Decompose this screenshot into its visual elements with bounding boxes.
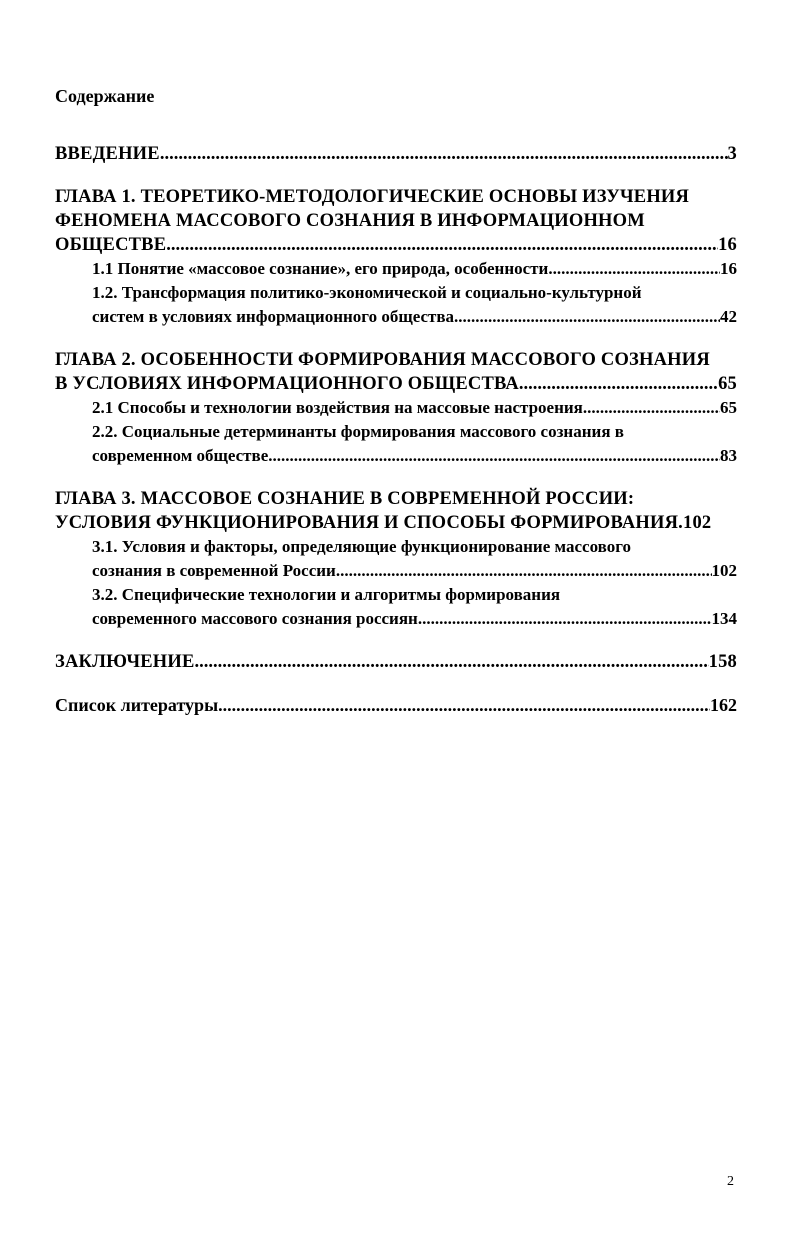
toc-chapter-2-line-1[interactable]: ГЛАВА 2. ОСОБЕННОСТИ ФОРМИРОВАНИЯ МАССОВОГО СОЗНАНИЯ	[55, 350, 710, 370]
leader-dots	[548, 257, 720, 281]
toc-section-3-2-line-2[interactable]	[55, 607, 737, 631]
toc-page-number: 3	[727, 144, 737, 164]
toc-section-2-1[interactable]	[55, 396, 737, 420]
leader-dots	[519, 372, 718, 396]
toc-entry-label: современном обществе	[92, 446, 269, 465]
toc-page-number: 102	[711, 561, 737, 580]
toc-chapter-3-line-2[interactable]: УСЛОВИЯ ФУНКЦИОНИРОВАНИЯ И СПОСОБЫ ФОРМИРОВАНИЯ.102	[55, 513, 712, 533]
leader-dots	[218, 693, 710, 717]
toc-section-3-2-line-1[interactable]: 3.2. Специфические технологии и алгоритмы формирования	[92, 585, 561, 604]
toc-page-number: 65	[718, 374, 737, 394]
toc-chapter-1-line-3[interactable]	[55, 233, 737, 257]
leader-dots	[160, 142, 728, 166]
toc-entry-label: ОБЩЕСТВЕ	[55, 235, 167, 255]
contents-heading: Содержание	[55, 86, 155, 106]
toc-chapter-3-line-1[interactable]: ГЛАВА 3. МАССОВОЕ СОЗНАНИЕ В СОВРЕМЕННОЙ РОССИИ:	[55, 489, 635, 509]
leader-dots	[166, 233, 718, 257]
page-number: 2	[727, 1174, 734, 1189]
toc-chapter-2-line-2[interactable]	[55, 372, 737, 396]
toc-entry-references[interactable]	[55, 693, 737, 717]
toc-section-2-2-line-1[interactable]: 2.2. Социальные детерминанты формирования массового сознания в	[92, 422, 624, 441]
toc-section-1-1[interactable]	[55, 257, 737, 281]
toc-entry-label: сознания в современной России	[92, 561, 336, 580]
toc-page-number: 42	[720, 307, 737, 326]
toc-section-2-2-line-2[interactable]	[55, 444, 737, 468]
toc-entry-label: современного массового сознания россиян	[92, 609, 418, 628]
table-of-contents	[55, 142, 737, 717]
toc-page-number: 65	[720, 398, 737, 417]
toc-page-number: 158	[708, 652, 737, 672]
toc-entry-label: ВВЕДЕНИЕ	[55, 144, 160, 164]
toc-entry-label: ЗАКЛЮЧЕНИЕ	[55, 652, 195, 672]
leader-dots	[195, 650, 709, 674]
toc-entry-conclusion[interactable]	[55, 650, 737, 674]
toc-section-1-2-line-2[interactable]	[55, 305, 737, 329]
toc-entry-label: В УСЛОВИЯХ ИНФОРМАЦИОННОГО ОБЩЕСТВА	[55, 374, 519, 394]
toc-section-1-2-line-1[interactable]: 1.2. Трансформация политико-экономической и социально-культурной	[92, 283, 642, 302]
toc-entry-label: 1.1 Понятие «массовое сознание», его природа, особенности	[92, 259, 549, 278]
toc-section-3-1-line-2[interactable]	[55, 559, 737, 583]
toc-page-number: 16	[718, 235, 737, 255]
toc-page-number: 134	[711, 609, 737, 628]
leader-dots	[454, 305, 720, 329]
leader-dots	[268, 444, 720, 468]
toc-chapter-1-line-2[interactable]: ФЕНОМЕНА МАССОВОГО СОЗНАНИЯ В ИНФОРМАЦИОННОМ	[55, 211, 645, 231]
toc-page-number: 16	[720, 259, 737, 278]
leader-dots	[583, 396, 720, 420]
toc-page-number: 162	[710, 695, 737, 715]
toc-chapter-1-line-1[interactable]: ГЛАВА 1. ТЕОРЕТИКО-МЕТОДОЛОГИЧЕСКИЕ ОСНОВЫ ИЗУЧЕНИЯ	[55, 187, 690, 207]
toc-section-3-1-line-1[interactable]: 3.1. Условия и факторы, определяющие функционирование массового	[92, 537, 632, 556]
toc-entry-label: 2.1 Способы и технологии воздействия на массовые настроения	[92, 398, 583, 417]
toc-entry-introduction[interactable]	[55, 142, 737, 166]
toc-page-number: 83	[720, 446, 737, 465]
toc-entry-label: систем в условиях информационного общества	[92, 307, 455, 326]
toc-entry-label: Список литературы	[55, 695, 219, 715]
leader-dots	[418, 607, 712, 631]
leader-dots	[336, 559, 712, 583]
